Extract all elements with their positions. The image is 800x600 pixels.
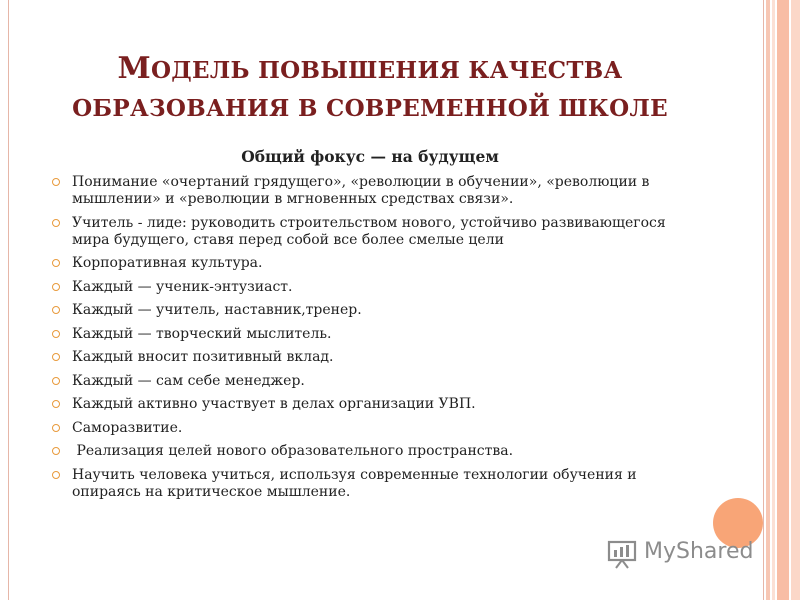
bullet-ring-icon <box>52 353 60 361</box>
decor-stripe <box>772 0 775 600</box>
list-item-text: Реализация целей нового образовательного пространства. <box>72 443 514 459</box>
list-item <box>50 443 670 460</box>
list-item <box>50 255 670 272</box>
list-item <box>50 302 670 319</box>
myshared-logo-icon <box>606 537 640 571</box>
bullet-ring-icon <box>52 377 60 385</box>
list-item-text: Каждый — сам себе менеджер. <box>72 372 305 389</box>
list-item-text: Каждый вносит позитивный вклад. <box>72 349 334 365</box>
decor-stripe <box>766 0 770 600</box>
list-item-text: Саморазвитие. <box>72 419 183 436</box>
list-item <box>50 420 670 437</box>
list-item <box>50 326 670 343</box>
list-item-text: Каждый — творческий мыслитель. <box>72 325 332 342</box>
bullet-ring-icon <box>52 219 60 227</box>
title-line-1-rest: ОДЕЛЬ ПОВЫШЕНИЯ КАЧЕСТВА <box>150 57 623 84</box>
bullet-ring-icon <box>52 178 60 186</box>
slide-title <box>40 50 700 128</box>
list-item-text: Каждый — учитель, наставник,тренер. <box>72 302 362 318</box>
title-line-1 <box>40 50 700 90</box>
list-item-text: Каждый — ученик-энтузиаст. <box>72 278 293 295</box>
list-item <box>50 396 670 413</box>
title-line-2: ОБРАЗОВАНИЯ В СОВРЕМЕННОЙ ШКОЛЕ <box>72 95 668 122</box>
bullet-ring-icon <box>52 306 60 314</box>
list-item <box>50 373 670 390</box>
slide-subtitle: Общий фокус — на будущем <box>241 147 499 166</box>
list-item <box>50 174 670 208</box>
list-item-text: Учитель - лиде: руководить строительством нового, устойчиво развивающегося мира будущего, ставя перед собой все более смелые цели <box>72 214 666 248</box>
bullet-ring-icon <box>52 471 60 479</box>
bullet-ring-icon <box>52 259 60 267</box>
bullet-ring-icon <box>52 283 60 291</box>
watermark <box>606 537 766 571</box>
list-item-text: Понимание «очертаний грядущего», «революции в обучении», «революции в мышлении» и «революции в мгновенных средствах связи». <box>72 174 650 207</box>
decor-stripe <box>777 0 789 600</box>
list-item <box>50 467 670 501</box>
bullet-ring-icon <box>52 447 60 455</box>
decor-stripe <box>791 0 800 600</box>
bullet-list <box>50 174 670 507</box>
bullet-ring-icon <box>52 424 60 432</box>
list-item-text: Каждый активно участвует в делах организации УВП. <box>72 396 476 412</box>
title-initial-cap: М <box>117 51 151 86</box>
list-item <box>50 215 670 249</box>
list-item-text: Корпоративная культура. <box>72 255 263 271</box>
watermark-text: MyShared <box>644 539 754 564</box>
list-item <box>50 349 670 366</box>
list-item-text: Научить человека учиться, используя современные технологии обучения и опираясь на критическое мышление. <box>72 466 637 500</box>
bullet-ring-icon <box>52 330 60 338</box>
bullet-ring-icon <box>52 400 60 408</box>
list-item <box>50 279 670 296</box>
